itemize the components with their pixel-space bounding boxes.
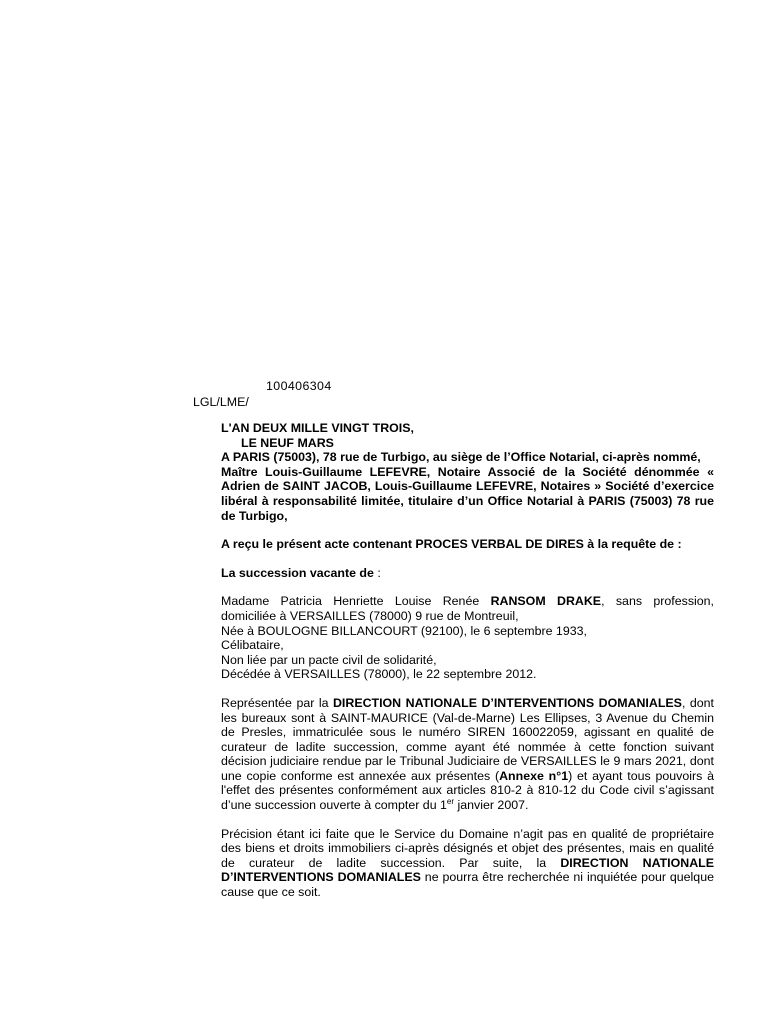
representation-entity: DIRECTION NATIONALE D’INTERVENTIONS DOMANIALES	[332, 695, 682, 710]
deed-body	[221, 421, 714, 900]
succession-label-suffix: :	[373, 565, 381, 580]
succession-label	[221, 566, 714, 581]
deceased-status: Célibataire,	[221, 638, 284, 653]
deceased-suffix: , sans profession,	[601, 594, 714, 609]
location: A PARIS (75003), 78 rue de Turbigo, au siège de l’Office Notarial, ci-après nommé,	[221, 450, 701, 465]
representation-body1: , dont les bureaux sont à SAINT-MAURICE (Val-de-Marne) Les Ellipses, 3 Avenue du Chemin de Presles, immatriculée sous le numéro SIREN 160022059, agissant en qualité de curateur de ladite succession, comme ayant été nommée à cette fonction suivant décision judiciaire rendue par le Tribunal Judiciaire de VERSAILLES le 9 mars 2021, dont une copie conforme est annexée aux présentes (	[221, 695, 714, 783]
deceased-pacs: Non liée par un pacte civil de solidarité,	[221, 652, 437, 667]
precision-body1: Précision étant ici faite que le Service du Domaine n’agit pas en qualité de propriétaire des biens et droits immobiliers ci-après désignés et objet des présentes, mais en qualité de curateur de ladite succession. Par suite, la	[221, 826, 714, 870]
deceased-prefix: Madame Patricia Henriette Louise Renée	[221, 594, 491, 609]
deceased-block	[221, 594, 714, 682]
ordinal-superscript: er	[446, 796, 455, 806]
deceased-name: RANSOM DRAKE	[490, 594, 602, 609]
intro-block	[221, 421, 714, 523]
representation-paragraph	[221, 696, 714, 813]
representation-body2: ) et ayant tous pouvoirs à l'effet des présentes conformément aux articles 810-2 à 810-12 du Code civil s’agissant d’une succession ouverte à compter du 1	[221, 768, 714, 813]
annex-reference: Annexe n°1	[499, 768, 569, 783]
succession-label-bold: La succession vacante de	[221, 565, 374, 580]
date-year: L'AN DEUX MILLE VINGT TROIS,	[221, 421, 414, 435]
representation-prefix: Représentée par la	[221, 695, 333, 710]
precision-entity: DIRECTION NATIONALE D’INTERVENTIONS DOMANIALES	[221, 855, 714, 885]
deceased-identity	[221, 594, 714, 609]
representation-body3: janvier 2007.	[454, 798, 529, 813]
deceased-domicile: domiciliée à VERSAILLES (78000) 9 rue de Montreuil,	[221, 608, 519, 623]
date-day: LE NEUF MARS	[241, 435, 334, 450]
notary: Maître Louis-Guillaume LEFEVRE, Notaire Associé de la Société dénommée « Adrien de SAINT JACOB, Louis-Guillaume LEFEVRE, Notaires » Société d’exercice libéral à responsabilité limitée, titulaire d’un Office Notarial à PARIS (75003) 78 rue de Turbigo,	[221, 464, 714, 523]
reference-number: 100406304	[266, 379, 332, 393]
precision-body2: ne pourra être recherchée ni inquiétée pour quelque cause que ce soit.	[221, 870, 714, 900]
reference-initials: LGL/LME/	[193, 395, 249, 409]
precision-paragraph	[221, 827, 714, 900]
act-statement: A reçu le présent acte contenant PROCES VERBAL DE DIRES à la requête de :	[221, 537, 682, 552]
deceased-birth: Née à BOULOGNE BILLANCOURT (92100), le 6 septembre 1933,	[221, 623, 587, 638]
deceased-death: Décédée à VERSAILLES (78000), le 22 septembre 2012.	[221, 667, 537, 682]
